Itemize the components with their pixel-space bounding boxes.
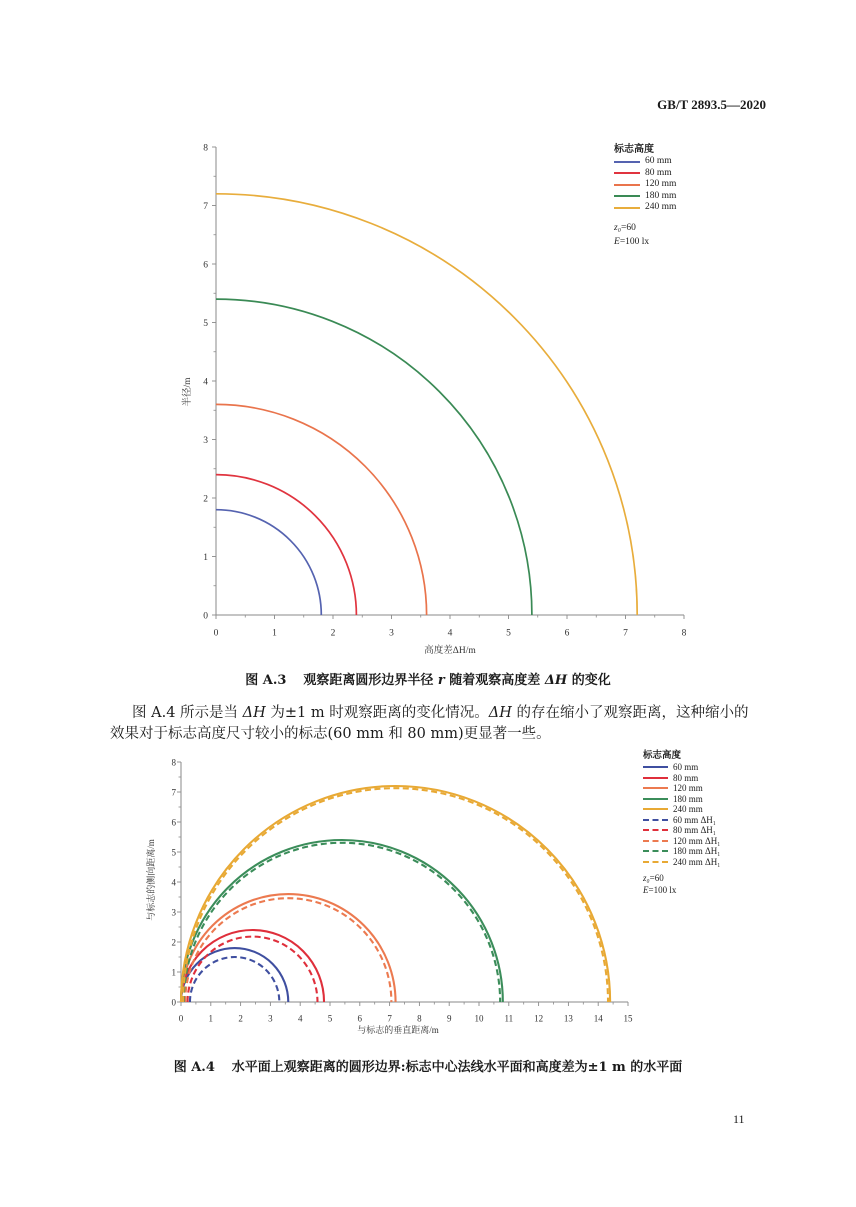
x-tick-label: 7 [387,1013,392,1024]
legend-items [643,762,720,867]
x-tick-label: 4 [297,1013,303,1024]
paragraph-variable: ΔH [488,705,512,721]
y-tick-label: 1 [203,552,208,563]
figure-a4-chart [0,745,856,1045]
legend-swatch [614,195,640,197]
x-tick-label: 6 [357,1013,363,1024]
x-tick-label: 2 [330,628,336,639]
caption-text: 随着观察高度差 [444,673,545,688]
legend-item-120-mm [643,783,720,794]
legend-label: 80 mm [673,772,699,783]
x-tick-label: 8 [681,628,687,639]
legend-label: 180 mm ΔH₁ [673,846,721,856]
annotation-value: =100 lx [648,885,677,895]
x-tick-label: 5 [506,628,511,639]
legend-swatch [643,819,668,821]
legend-label: 120 mm ΔH₁ [673,835,721,846]
legend-item-120-mm [614,179,676,191]
legend-item-80-mm [643,773,720,784]
legend [614,144,676,249]
y-tick-label: 4 [203,377,208,388]
legend-swatch [643,798,668,800]
y-axis-title: 半径/m [183,377,193,407]
caption-text: 观察距离圆形边界半径 [303,673,438,688]
x-tick-label: 14 [593,1013,603,1024]
x-tick-label: 0 [178,1013,184,1024]
x-tick-label: 11 [504,1013,514,1024]
x-axis-title: 高度差ΔH/m [424,646,476,656]
y-tick-label: 2 [171,937,176,948]
figure-a3-chart [0,130,856,665]
legend-swatch [614,161,640,163]
y-tick-label: 5 [171,847,176,858]
legend-item-180-mm [643,794,720,805]
legend-item-60-mm [643,762,720,773]
y-tick-label: 7 [203,201,208,212]
annotation-symbol: z₀ [643,873,650,883]
legend-swatch [643,829,668,831]
curve-240-mm-h1 [183,788,608,1002]
legend-title: 标志高度 [643,751,682,761]
paragraph-line [132,704,748,722]
caption-text: 的变化 [567,673,611,688]
legend-item-80-mm-h1 [643,825,720,836]
legend-label: 120 mm [645,179,677,189]
legend-item-60-mm-h1 [643,815,720,826]
y-tick-label: 5 [203,318,208,329]
y-tick-label: 4 [171,877,176,888]
legend-item-240-mm [643,804,720,815]
annotation-illuminance [643,884,720,896]
y-tick-label: 3 [171,907,176,918]
x-tick-label: 13 [563,1013,573,1024]
x-tick-label: 7 [623,628,628,639]
y-tick-label: 8 [171,757,176,768]
x-tick-label: 12 [534,1013,544,1024]
page-number: 11 [733,1112,745,1126]
x-tick-label: 4 [447,628,453,639]
y-tick-label: 0 [203,611,208,622]
legend-swatch [643,850,668,852]
x-tick-label: 15 [623,1013,633,1024]
legend-item-120-mm-h1 [643,836,720,847]
legend-item-180-mm-h1 [643,846,720,857]
y-axis-title: 与标志的侧向距离/m [146,839,156,921]
legend-label: 240 mm [673,804,703,814]
legend-items [614,156,676,214]
y-tick-label: 6 [203,260,208,271]
legend-swatch [614,207,640,209]
y-tick-label: 0 [171,997,176,1008]
paragraph-variable: ΔH [242,705,266,721]
curve-180-mm [216,299,532,615]
legend-item-240-mm-h1 [643,857,720,868]
curves [181,786,610,1002]
y-tick-label: 8 [203,143,208,154]
y-tick-label: 6 [171,817,176,828]
legend-item-240-mm [614,202,676,214]
legend-swatch [643,777,668,779]
annotation-value: =60 [649,873,664,883]
x-tick-label: 8 [417,1013,422,1024]
x-tick-label: 6 [564,628,570,639]
legend-swatch [614,184,640,186]
annotation-symbol: E [643,885,649,895]
caption-label: 图 A.4 [173,1060,215,1075]
annotation-symbol: E [614,237,620,247]
legend-item-60-mm [614,156,676,168]
caption-text: 水平面上观察距离的圆形边界:标志中心法线水平面和高度差为±1 m 的水平面 [231,1060,683,1075]
legend-label: 60 mm [673,762,699,772]
x-tick-label: 3 [389,628,394,639]
document-number: GB/T 2893.5—2020 [657,97,766,112]
curve-240-mm [181,786,610,1002]
figure-a3-caption [0,673,856,689]
axes [172,757,634,1023]
legend-swatch [643,766,668,768]
annotation-z0 [643,872,720,884]
figure-a4-caption [0,1060,856,1076]
y-tick-label: 2 [203,494,208,505]
legend-label: 120 mm [673,783,703,793]
legend-label: 60 mm ΔH₁ [673,814,716,825]
caption-label: 图 A.3 [245,673,287,688]
x-tick-label: 0 [213,628,219,639]
legend-swatch [643,808,668,810]
legend-swatch [643,787,668,789]
legend-label: 80 mm ΔH₁ [673,825,716,835]
x-tick-label: 10 [474,1013,484,1024]
legend-annotations [614,221,676,249]
annotation-illuminance [614,235,676,249]
x-tick-label: 9 [446,1013,452,1024]
legend-label: 240 mm ΔH₁ [673,856,721,867]
curve-60-mm [216,510,321,615]
y-tick-label: 3 [203,435,208,446]
legend-label: 180 mm [645,190,677,201]
y-tick-label: 7 [171,787,176,798]
paragraph-line: 效果对于标志高度尺寸较小的标志(60 mm 和 80 mm)更显著一些。 [110,726,551,742]
annotation-z0 [614,221,676,235]
curve-80-mm [181,930,324,1002]
legend-annotations [643,872,720,896]
x-tick-label: 3 [268,1013,273,1024]
x-tick-label: 1 [208,1013,214,1024]
legend-label: 240 mm [645,202,677,212]
x-tick-label: 5 [327,1013,333,1024]
legend-swatch [643,861,668,863]
legend-label: 180 mm [673,793,703,804]
paragraph-text: 的存在缩小了观察距离，这种缩小的 [511,705,749,721]
caption-variable: r [437,673,445,688]
y-tick-label: 1 [171,967,176,978]
annotation-symbol: z₀ [614,223,621,233]
legend-swatch [643,840,668,842]
legend-item-80-mm [614,168,676,180]
x-tick-label: 2 [238,1013,243,1024]
curves [216,194,637,615]
curve-60-mm-h1 [190,957,279,1002]
x-tick-label: 1 [272,628,277,639]
legend-label: 80 mm [645,167,672,178]
curve-80-mm [216,475,356,615]
paragraph-text: 图 A.4 所示是当 [132,705,243,721]
legend-swatch [614,172,640,174]
legend-item-180-mm [614,191,676,203]
annotation-value: =100 lx [619,237,650,247]
legend-label: 60 mm [645,156,672,166]
curve-240-mm [216,194,637,615]
caption-variable: ΔH [544,673,568,688]
legend [643,751,720,896]
legend-title: 标志高度 [614,144,654,155]
annotation-value: =60 [621,223,636,233]
paragraph-text: 为±1 m 时观察距离的变化情况。 [265,705,489,721]
curve-120-mm [216,404,427,615]
x-axis-title: 与标志的垂直距离/m [357,1025,439,1035]
